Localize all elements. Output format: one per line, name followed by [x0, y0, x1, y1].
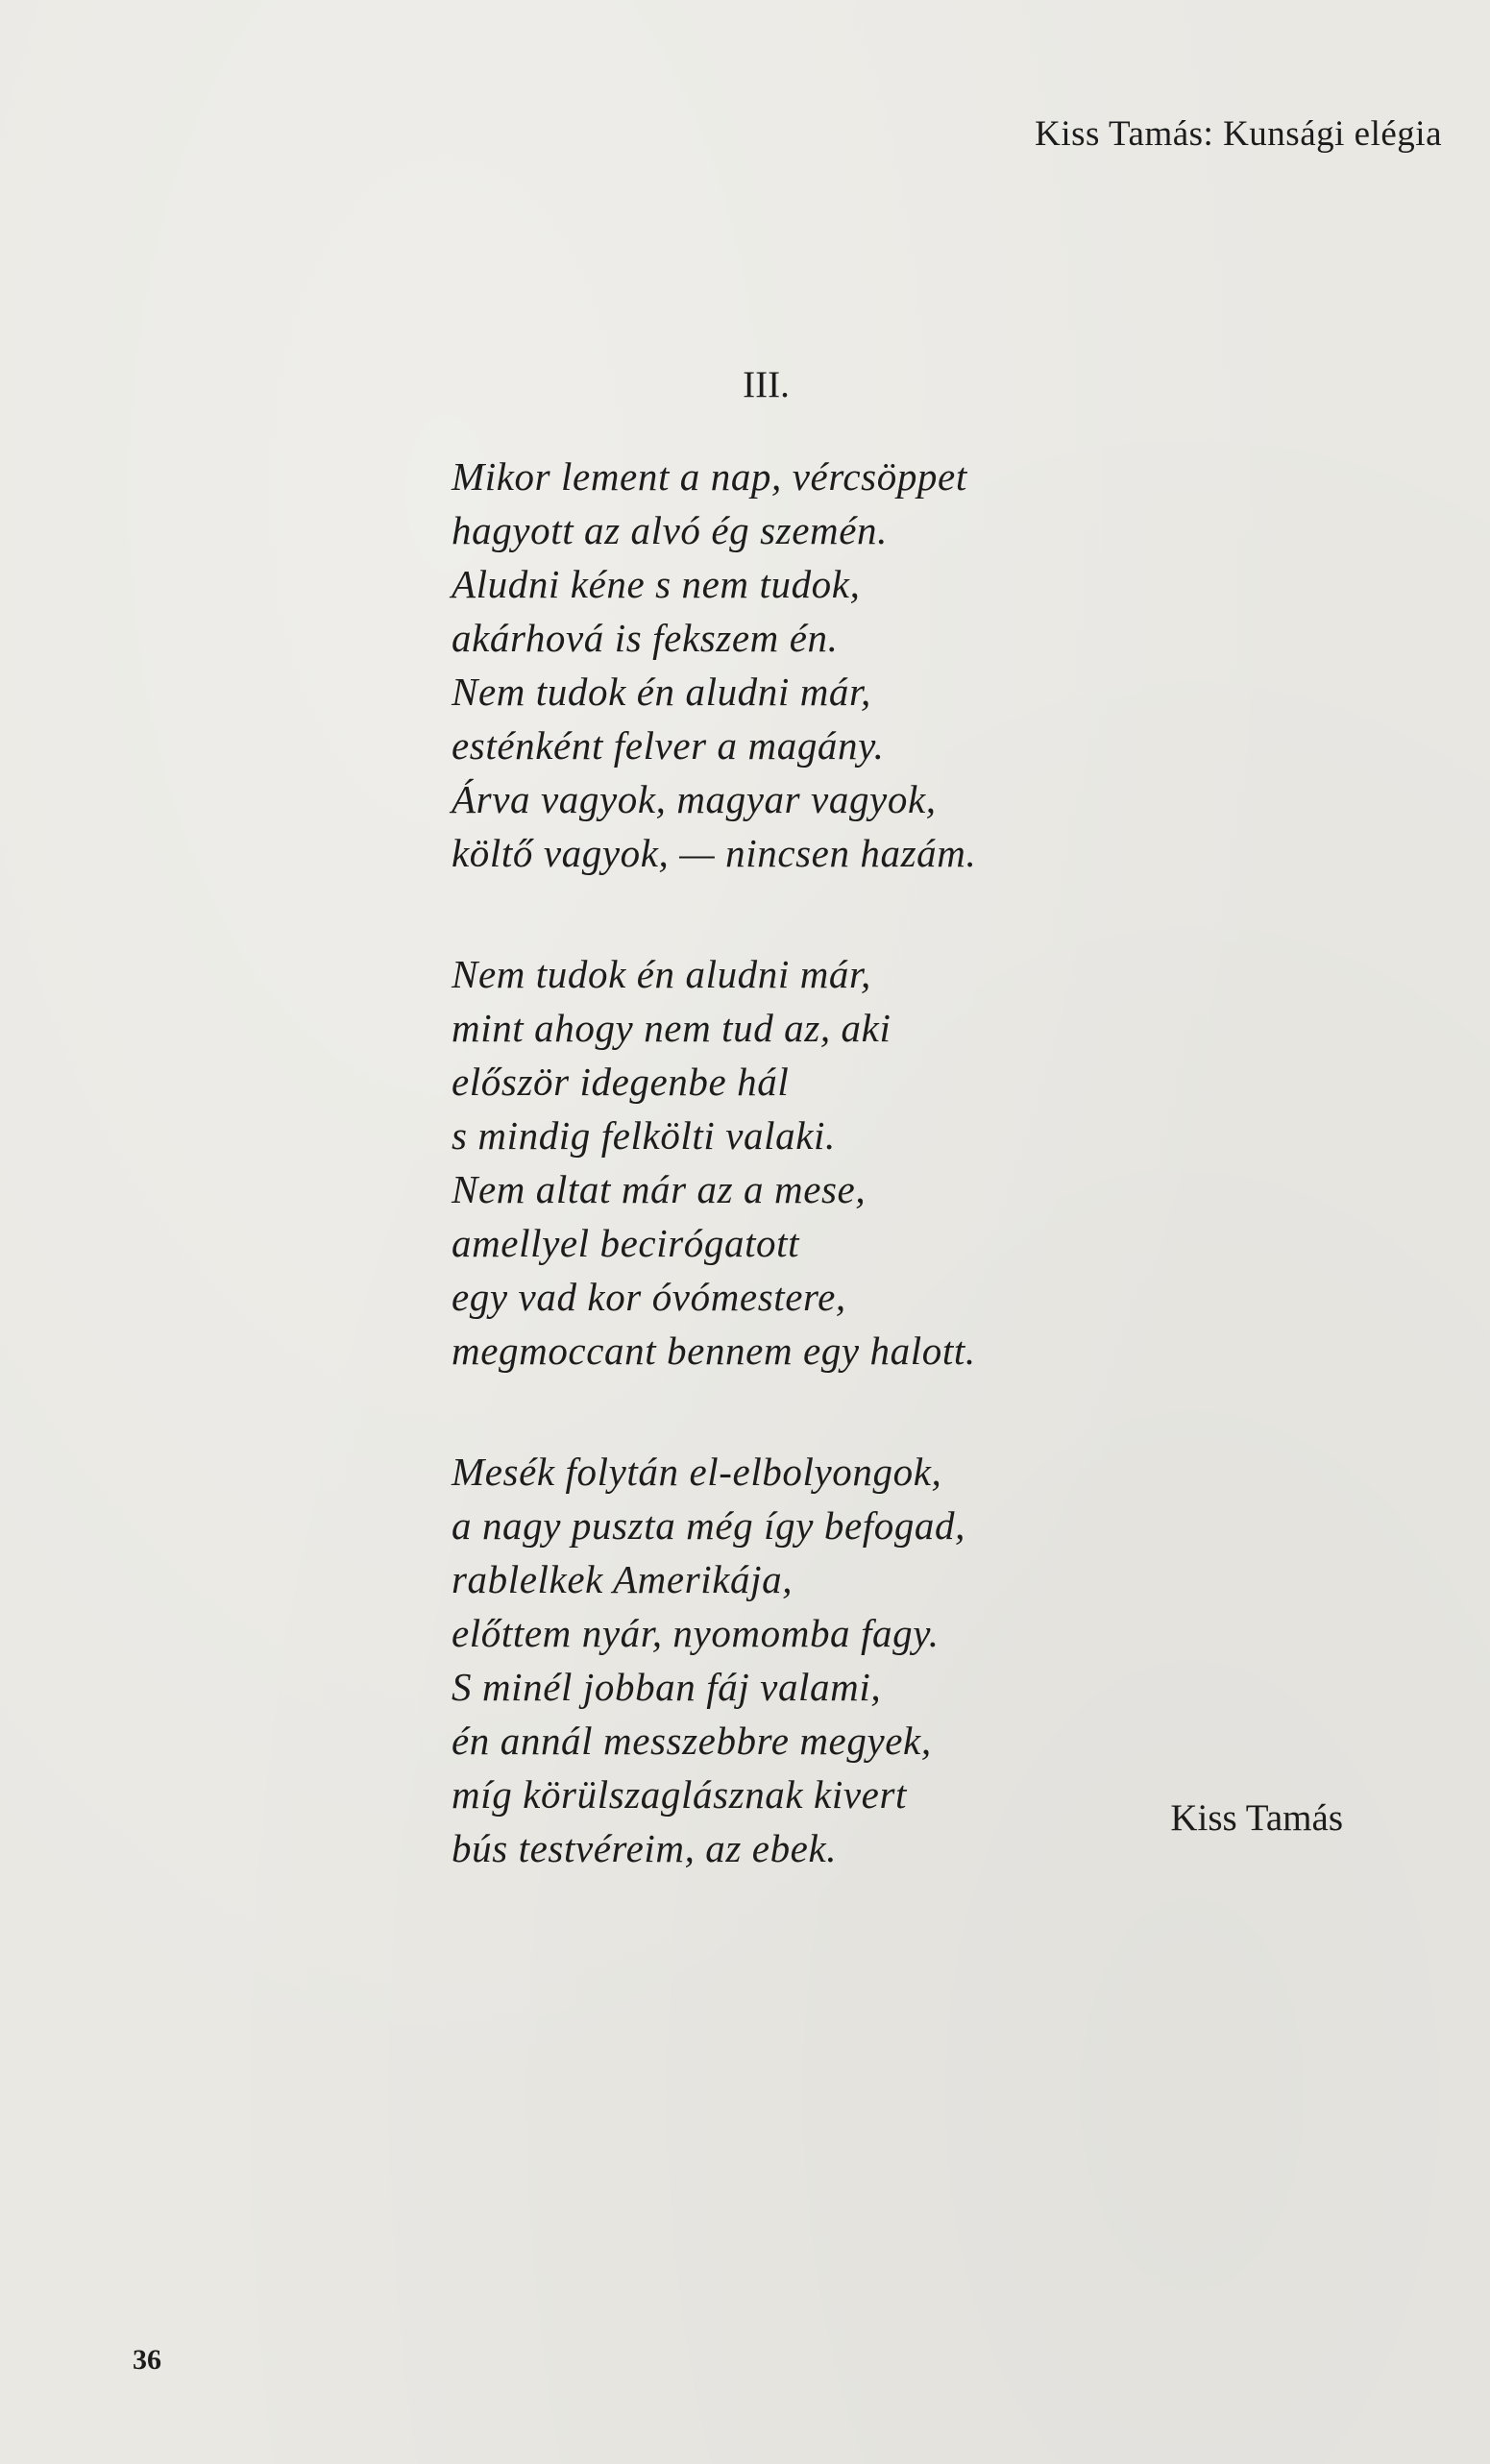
poem-line: amellyel becirógatott: [452, 1221, 800, 1265]
poem-line: míg körülszaglásznak kivert: [452, 1772, 907, 1817]
poem-body: [452, 450, 1182, 1875]
poem-line: Mikor lement a nap, vércsöppet: [452, 454, 967, 499]
stanza-2: [452, 947, 1182, 1378]
poem-line: bús testvéreim, az ebek.: [452, 1826, 838, 1870]
poem-line: esténként felver a magány.: [452, 723, 885, 768]
poem-line: egy vad kor óvómestere,: [452, 1275, 846, 1319]
poem-line: rablelkek Amerikája,: [452, 1557, 794, 1601]
stanza-3: [452, 1445, 1182, 1875]
page-number: 36: [133, 2344, 161, 2376]
poem-line: s mindig felkölti valaki.: [452, 1113, 836, 1158]
poem-line: költő vagyok, — nincsen hazám.: [452, 831, 977, 875]
poem-line: Nem tudok én aludni már,: [452, 670, 871, 714]
author-signature: Kiss Tamás: [1170, 1797, 1343, 1839]
poem-line: hagyott az alvó ég szemén.: [452, 508, 888, 552]
poem-line: Mesék folytán el-elbolyongok,: [452, 1450, 942, 1494]
poem-line: Árva vagyok, magyar vagyok,: [452, 777, 937, 821]
running-head: Kiss Tamás: Kunsági elégia: [1035, 114, 1442, 154]
poem-line: Nem altat már az a mese,: [452, 1167, 867, 1211]
poem-line: én annál messzebbre megyek,: [452, 1719, 932, 1763]
poem-line: Aludni kéne s nem tudok,: [452, 562, 861, 606]
poem-line: megmoccant bennem egy halott.: [452, 1329, 976, 1373]
poem-line: előttem nyár, nyomomba fagy.: [452, 1611, 940, 1655]
poem-line: a nagy puszta még így befogad,: [452, 1503, 965, 1548]
section-number: III.: [743, 364, 790, 405]
poem-line: mint ahogy nem tud az, aki: [452, 1006, 892, 1050]
poem-line: akárhová is fekszem én.: [452, 616, 839, 660]
poem-line: Nem tudok én aludni már,: [452, 952, 871, 996]
stanza-1: [452, 450, 1182, 880]
poem-line: először idegenbe hál: [452, 1060, 790, 1104]
poem-line: S minél jobban fáj valami,: [452, 1665, 882, 1709]
